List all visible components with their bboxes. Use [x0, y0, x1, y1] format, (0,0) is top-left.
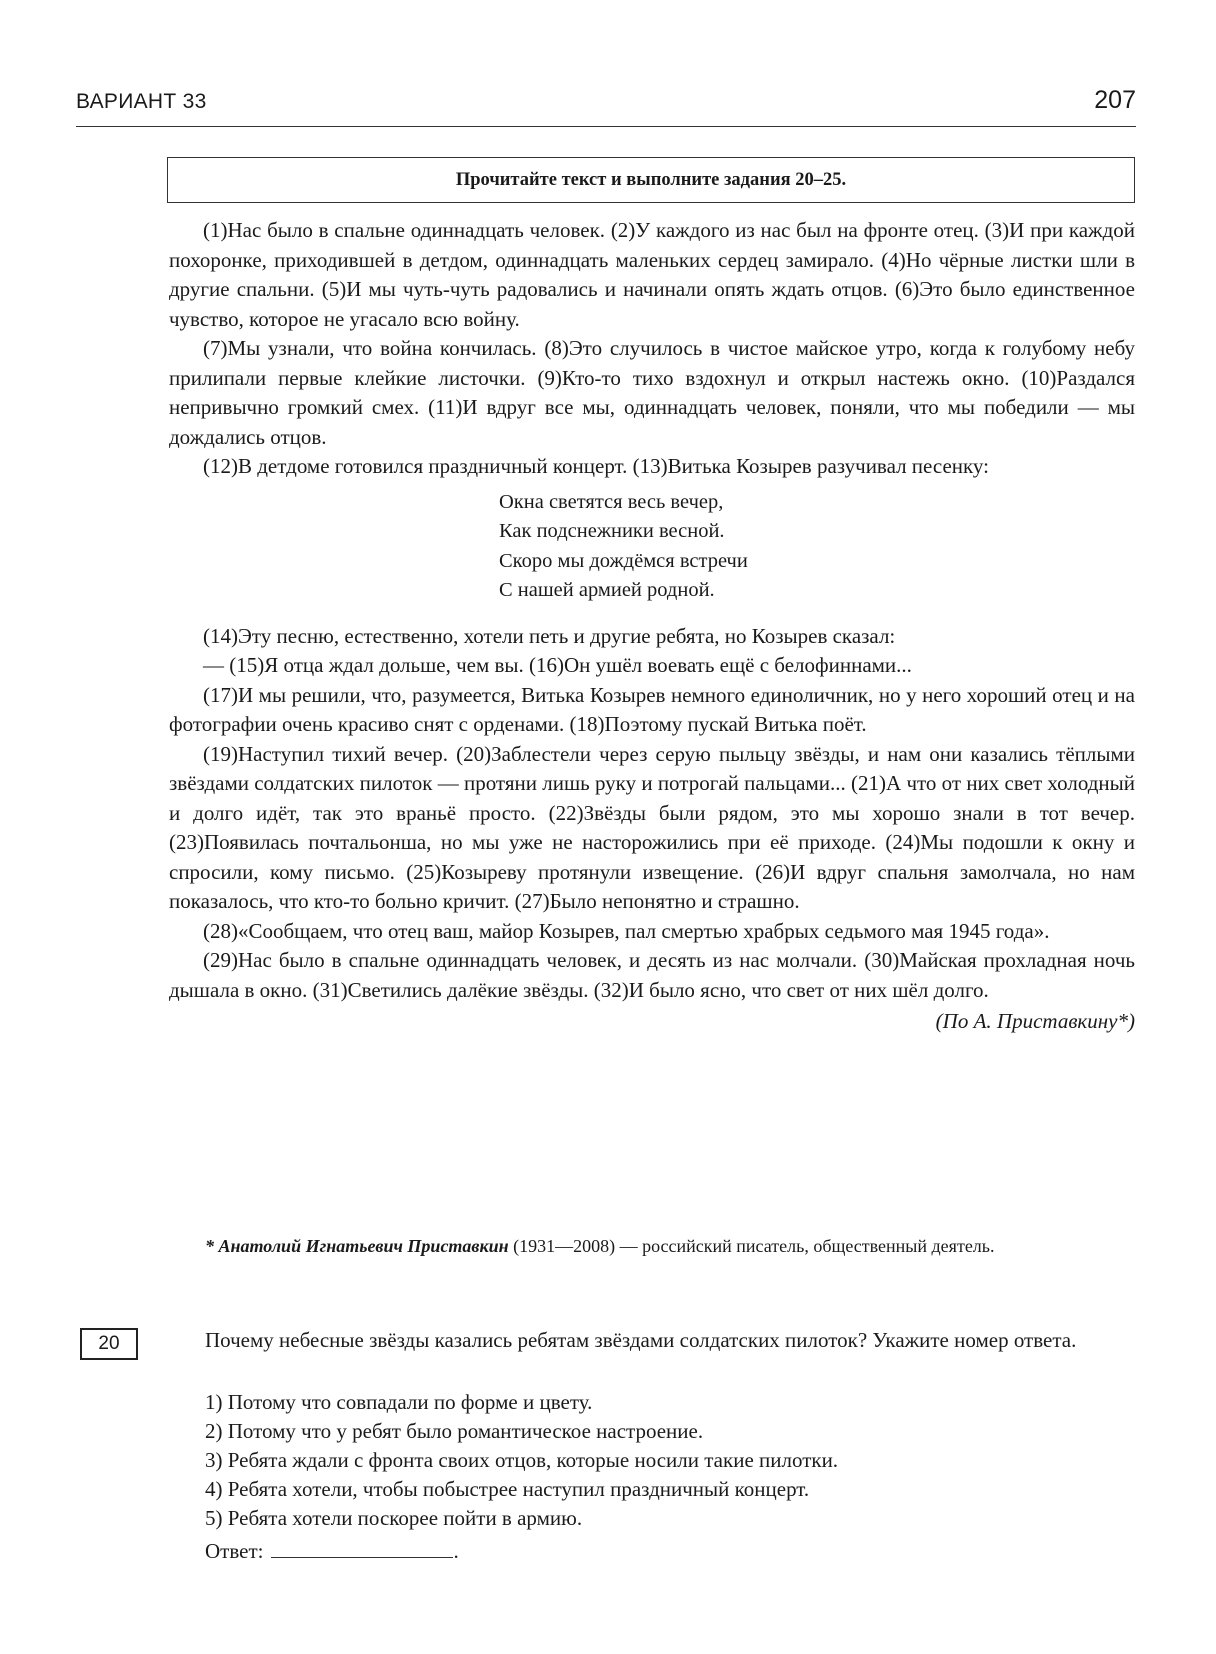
answer-label: Ответ: [205, 1539, 264, 1563]
page-number: 207 [1094, 86, 1136, 114]
paragraph: (28)«Сообщаем, что отец ваш, майор Козырев, пал смертью храбрых седьмого мая 1945 года». [203, 918, 1050, 943]
paragraph: (1)Нас было в спальне одиннадцать человек. (2)У каждого из нас был на фронте отец. (3)И при каждой похоронке, приходившей в детдом, одиннадцать маленьких сердец замирало. (4)Но чёрные листки шли в другие спальни. (5)И мы чуть-чуть радовались и начинали опять ждать отцов. (6)Это было единственное чувство, которое не угасало всю войну. [169, 218, 1135, 331]
answer-option: 4) Ребята хотели, чтобы побыстрее наступил праздничный концерт. [205, 1477, 810, 1501]
task-question: Почему небесные звёзды казались ребятам звёздами солдатских пилоток? Укажите номер ответа. [205, 1328, 1077, 1352]
instruction-box: Прочитайте текст и выполните задания 20–25. [167, 157, 1135, 203]
reading-text [169, 216, 1135, 1037]
answer-row [205, 1537, 459, 1566]
paragraph: (12)В детдоме готовился праздничный концерт. (13)Витька Козырев разучивал песенку: [203, 454, 989, 478]
variant-title: ВАРИАНТ 33 [76, 90, 207, 113]
paragraph: — (15)Я отца ждал дольше, чем вы. (16)Он ушёл воевать ещё с белофиннами... [203, 653, 912, 677]
answer-options [205, 1388, 1135, 1533]
poem-line: Окна светятся весь вечер, [499, 490, 724, 513]
answer-option: 3) Ребята ждали с фронта своих отцов, которые носили такие пилотки. [205, 1448, 839, 1472]
answer-option: 2) Потому что у ребят было романтическое настроение. [205, 1419, 704, 1443]
paragraph: (14)Эту песню, естественно, хотели петь и другие ребята, но Козырев сказал: [203, 623, 896, 648]
answer-period: . [453, 1539, 459, 1563]
poem-line: Скоро мы дождёмся встречи [499, 549, 748, 572]
footnote [169, 1232, 1135, 1260]
paragraph: (29)Нас было в спальне одиннадцать человек, и десять из нас молчали. (30)Майская прохладная ночь дышала в окно. (31)Светились далёкие звёзды. (32)И было ясно, что свет от них шёл долго. [169, 948, 1135, 1002]
answer-option: 1) Потому что совпадали по форме и цвету. [205, 1390, 593, 1414]
footnote-author: * Анатолий Игнатьевич Приставкин [205, 1236, 509, 1256]
footnote-text: (1931—2008) — российский писатель, общественный деятель. [508, 1236, 995, 1256]
answer-option: 5) Ребята хотели поскорее пойти в армию. [205, 1506, 583, 1530]
task-number-box: 20 [80, 1328, 138, 1360]
source-attribution: (По А. Приставкину*) [935, 1009, 1135, 1033]
page-header [76, 86, 1136, 127]
answer-blank-line[interactable] [271, 1539, 453, 1558]
poem-line: Как подснежники весной. [499, 520, 725, 542]
poem-line: С нашей армией родной. [499, 579, 715, 601]
paragraph: (19)Наступил тихий вечер. (20)Заблестели через серую пыльцу звёзды, и нам они казались тёплыми звёздами солдатских пилоток — протяни лишь руку и потрогай пальцами... (21)А что от них свет холодный и долго идёт, так это враньё просто. (22)Звёзды были рядом, это мы хорошо знали в тот вечер. (23)Появилась почтальонша, но мы уже не насторожились при её приходе. (24)Мы подошли к окну и спросили, кому письмо. (25)Козыреву протянули извещение. (26)И вдруг спальня замолчала, но нам показалось, что кто-то больно кричит. (27)Было непонятно и страшно. [169, 741, 1135, 913]
poem [499, 488, 1135, 606]
paragraph: (7)Мы узнали, что война кончилась. (8)Это случилось в чистое майское утро, когда к голубому небу прилипали первые клейкие листочки. (9)Кто-то тихо вздохнул и открыл настежь окно. (10)Раздался непривычно громкий смех. (11)И вдруг все мы, одиннадцать человек, поняли, что мы победили — мы дождались отцов. [169, 336, 1135, 449]
paragraph: (17)И мы решили, что, разумеется, Витька Козырев немного единоличник, но у него хороший отец и на фотографии очень красиво снят с орденами. (18)Поэтому пускай Витька поёт. [169, 682, 1135, 736]
